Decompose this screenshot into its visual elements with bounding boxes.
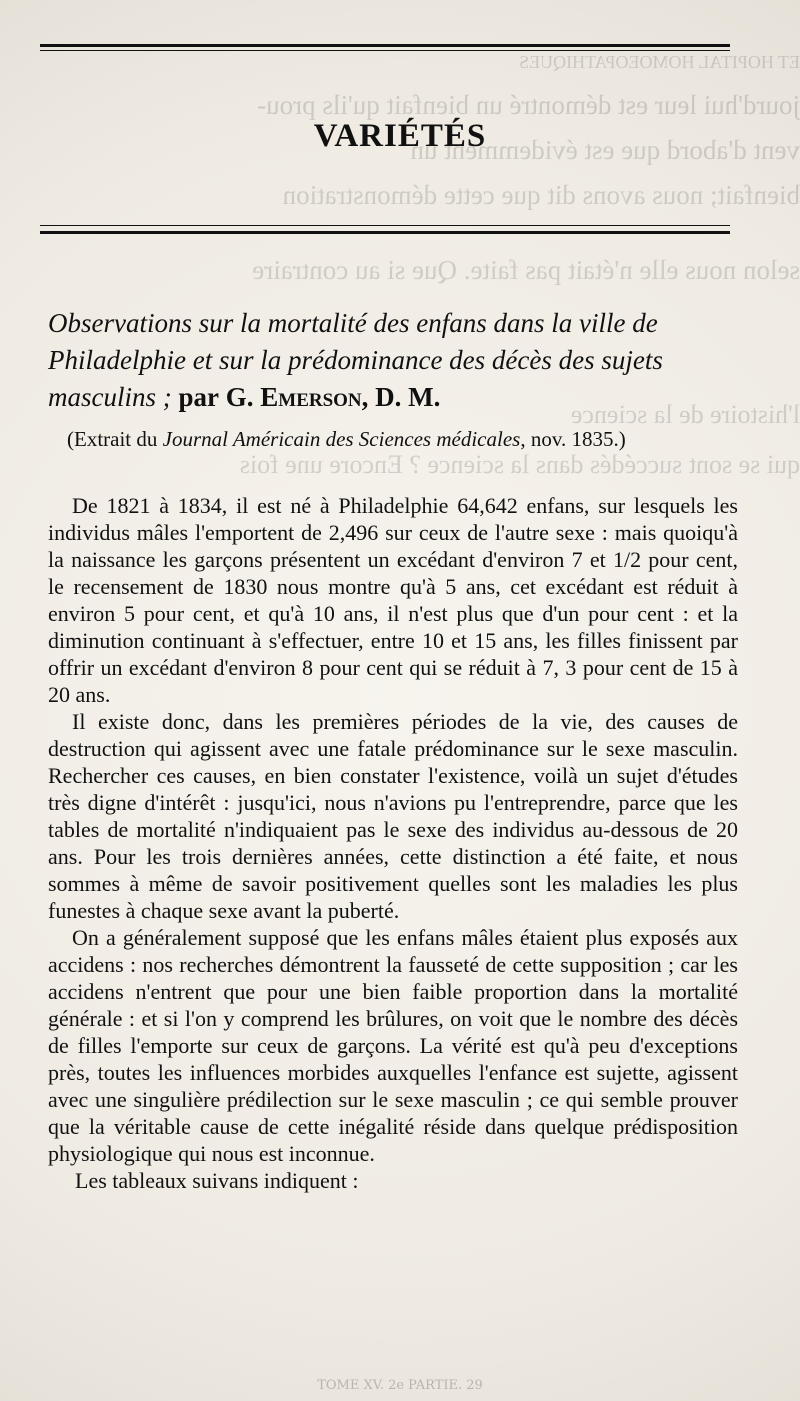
bleed-through-text: ET HOPITAL HOMOEOPATHIQUES (519, 52, 800, 72)
bleed-through-text: selon nous elle n'était pas faite. Que si au contraire (252, 255, 800, 285)
journal-name: Journal Américain des Sciences médicales (162, 427, 521, 451)
author-suffix: , D. M. (361, 382, 441, 412)
article-title-text: Observations sur la mortalité des enfans dans la ville de Philadelphie et sur la prédominance des décès des sujets masculins ; (48, 308, 663, 412)
article-body (48, 492, 738, 1194)
top-rule-thin (40, 50, 730, 51)
top-rule-thick (40, 44, 730, 47)
bleed-through-text: vent d'abord que est évidemment un (410, 135, 800, 165)
article-title (48, 305, 732, 416)
paragraph-3: On a généralement supposé que les enfans mâles étaient plus exposés aux accidens : nos recherches démontrent la fausseté de cette supposition ; car les accidens n'entrent que pour une bien faible proportion dans la mortalité générale : et si l'on y comprend les brûlures, on voit que le nombre des décès de filles l'emporte sur ceux de garçons. La vérité est qu'à peu d'exceptions près, toutes les influences morbides auxquelles l'enfance est sujette, agissent avec une singulière prédilection sur le sexe masculin ; ce qui semble prouver que la véritable cause de cette inégalité réside dans quelque prédisposition physiologique qui nous est inconnue. (48, 925, 738, 1166)
paragraph-2: Il existe donc, dans les premières périodes de la vie, des causes de destruction qui agissent avec une fatale prédominance sur le sexe masculin. Rechercher ces causes, en bien constater l'existence, voilà un sujet d'études très digne d'intérêt : jusqu'ici, nous n'avions pu l'entreprendre, parce que les tables de mortalité n'indiquaient pas le sexe des individus au-dessous de 20 ans. Pour les trois dernières années, cette distinction a été faite, et nous sommes à même de savoir positivement quelles sont les maladies les plus funestes à chaque sexe avant la puberté. (48, 709, 738, 923)
title-rule-thin (40, 225, 730, 226)
extract-suffix: , nov. 1835.) (520, 427, 626, 451)
author-name: G. Emerson (225, 382, 362, 412)
extract-source (67, 425, 717, 453)
bleed-through-text: l'histoire de la science (570, 400, 800, 429)
bleed-through-text: bienfait; nous avons dit que cette démonstration (282, 180, 800, 210)
section-title: VARIÉTÉS (313, 118, 487, 154)
title-rule-thick (40, 231, 730, 234)
paragraph-1: De 1821 à 1834, il est né à Philadelphie 64,642 enfans, sur lesquels les individus mâles l'emportent de 2,496 sur ceux de l'autre sexe : mais quoiqu'à la naissance les garçons présentent un excédant d'environ 7 et 1/2 pour cent, le recensement de 1830 nous montre qu'à 5 ans, cet excédant est réduit à environ 5 pour cent, et qu'à 10 ans, il n'est plus que d'un pour cent : et la diminution continuant à s'effectuer, entre 10 et 15 ans, les filles finissent par offrir un excédant d'environ 8 pour cent qui se réduit à 7, 3 pour cent de 15 à 20 ans. (48, 493, 738, 707)
paragraph-4: Les tableaux suivans indiquent : (75, 1168, 359, 1193)
page-footer-bleed: TOME XV. 2e PARTIE. 29 (317, 1378, 483, 1393)
bleed-through-text: qui se sont succédés dans la science ? Encore une fois (239, 450, 800, 479)
extract-prefix: (Extrait du (67, 427, 158, 451)
author-prefix: par (178, 382, 219, 412)
bleed-through-text: jourd'hui leur est démontré un bienfait qu'ils prou- (257, 90, 800, 120)
